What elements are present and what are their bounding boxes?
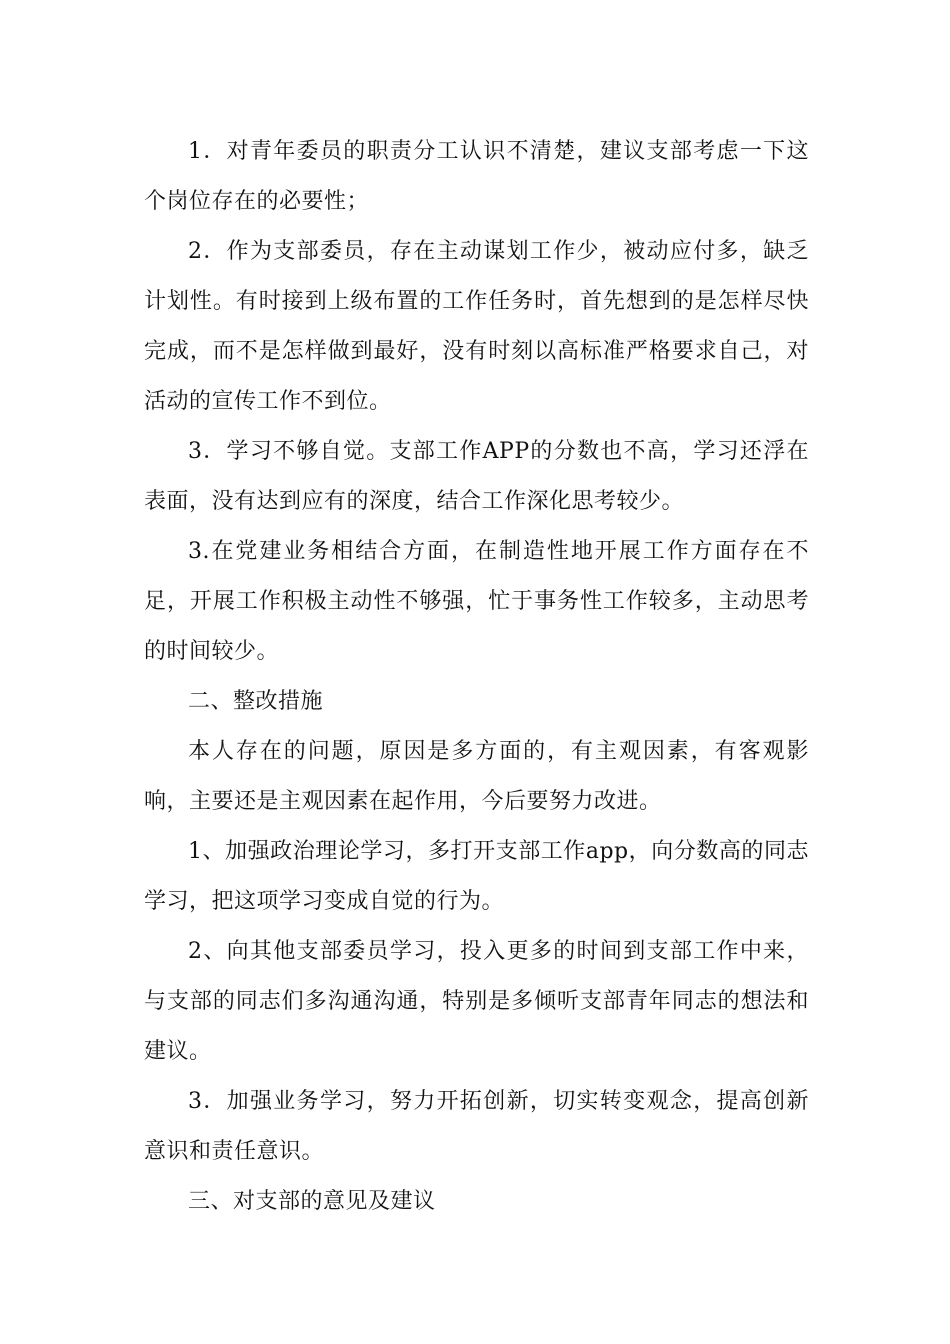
paragraph-measure-3: 3．加强业务学习，努力开拓创新，切实转变观念，提高创新意识和责任意识。 <box>144 1089 809 1164</box>
section-heading-rectification: 二、整改措施 <box>188 689 324 714</box>
paragraph-problem-1: 1．对青年委员的职责分工认识不清楚，建议支部考虑一下这个岗位存在的必要性； <box>144 139 809 214</box>
paragraph-problem-2: 2．作为支部委员，存在主动谋划工作少，被动应付多，缺乏计划性。有时接到上级布置的工作任务时，首先想到的是怎样尽快完成，而不是怎样做到最好，没有时刻以高标准严格要求自己，对活动的宣传工作不到位。 <box>144 239 809 414</box>
section-heading-suggestions: 三、对支部的意见及建议 <box>188 1189 436 1214</box>
paragraph-cause-summary: 本人存在的问题，原因是多方面的，有主观因素，有客观影响，主要还是主观因素在起作用，今后要努力改进。 <box>144 739 809 814</box>
paragraph-measure-1: 1、加强政治理论学习，多打开支部工作app，向分数高的同志学习，把这项学习变成自觉的行为。 <box>144 839 809 914</box>
document-body <box>144 127 809 1227</box>
paragraph-problem-3: 3．学习不够自觉。支部工作APP的分数也不高，学习还浮在表面，没有达到应有的深度，结合工作深化思考较少。 <box>144 439 809 514</box>
paragraph-measure-2: 2、向其他支部委员学习，投入更多的时间到支部工作中来，与支部的同志们多沟通沟通，特别是多倾听支部青年同志的想法和建议。 <box>144 939 809 1064</box>
paragraph-problem-4: 3.在党建业务相结合方面，在制造性地开展工作方面存在不足，开展工作积极主动性不够强，忙于事务性工作较多，主动思考的时间较少。 <box>144 539 809 664</box>
